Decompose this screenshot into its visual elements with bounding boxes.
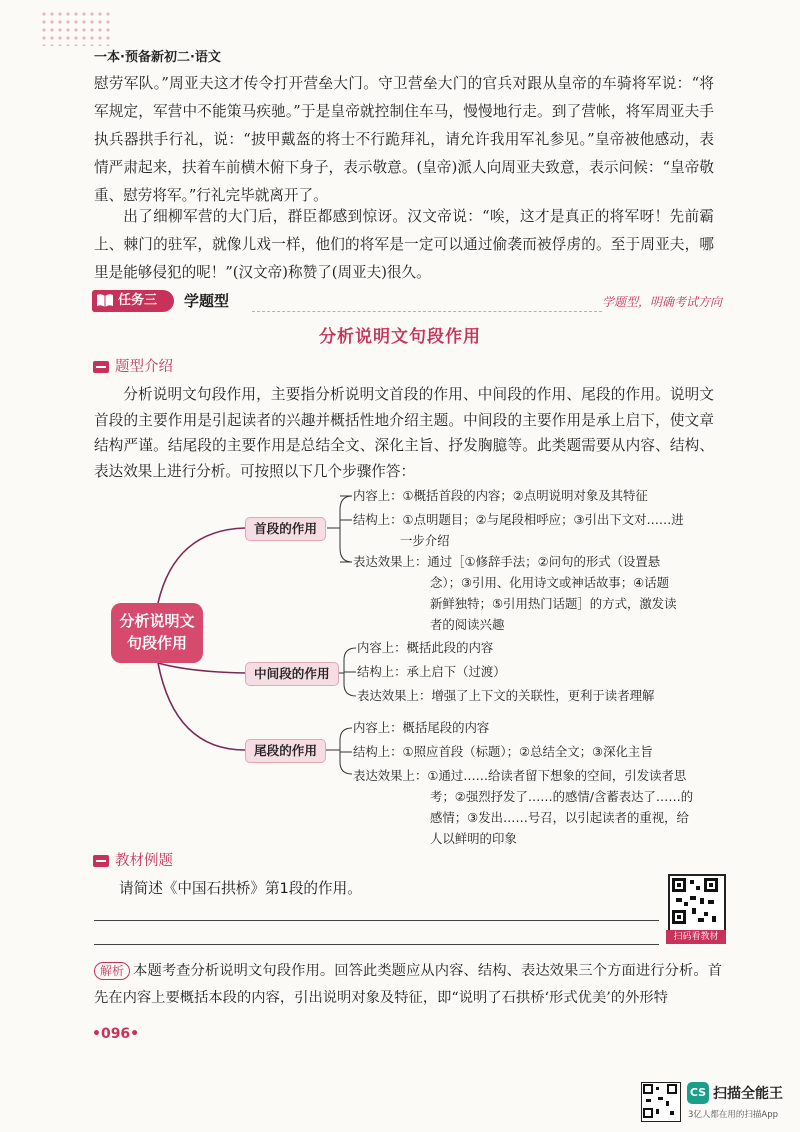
camscanner-logo-icon: CS	[687, 1082, 709, 1104]
first-effect-line1: 表达效果上：通过［①修辞手法；②问句的形式（设置悬	[353, 554, 661, 569]
last-effect-line2: 考；②强烈抒发了……的感情/含蓄表达了……的	[430, 789, 694, 804]
scanner-tagline: 3亿人都在用的扫描App	[688, 1110, 779, 1120]
answer-line	[94, 944, 659, 945]
example-question: 请简述《中国石拱桥》第1段的作用。	[119, 880, 362, 897]
task-badge-label: 任务三	[118, 293, 158, 308]
middle-structure: 结构上：承上启下（过渡）	[357, 664, 506, 679]
section-title: 分析说明文句段作用	[319, 327, 481, 347]
intro-text: 分析说明文句段作用，主要指分析说明文首段的作用、中间段的作用、尾段的作用。说明文首段的主要作用是引起读者的兴趣并概括性地介绍主题。中间段的主要作用是承上启下，使文章结构严谨。结尾段的主要作用是总结全文、深化主旨、抒发胸臆等。此类题需要从内容、结构、表达效果上进行分析。可按照以下几个步骤作答：	[94, 386, 714, 480]
branch-first-paragraph: 首段的作用	[245, 517, 326, 541]
middle-effect: 表达效果上：增强了上下文的关联性，更利于读者理解	[357, 688, 655, 703]
answer-line	[94, 920, 659, 921]
last-effect-line3: 感情；③发出……号召，以引起读者的重视，给	[430, 810, 689, 825]
branch-last-paragraph: 尾段的作用	[245, 739, 326, 763]
analysis-block	[94, 958, 722, 1012]
first-structure-line1: 结构上：①点明题目；②与尾段相呼应；③引出下文对……进	[353, 512, 684, 527]
last-effect-line1: 表达效果上：①通过……给读者留下想象的空间，引发读者思	[353, 768, 687, 783]
last-structure: 结构上：①照应首段（标题）；②总结全文；③深化主旨	[353, 744, 653, 759]
intro-heading-label: 题型介绍	[115, 359, 173, 375]
center-line-1: 分析说明文	[119, 612, 195, 630]
middle-content: 内容上：概括此段的内容	[357, 640, 494, 655]
passage-paragraph-1: 慰劳军队。”周亚夫这才传令打开营垒大门。守卫营垒大门的官兵对跟从皇帝的车骑将军说：“将军规定，军营中不能策马疾驰。”于是皇帝就控制住车马，慢慢地行走。到了营帐，将军周亚夫手执兵器拱手行礼，说：“披甲戴盔的将士不行跪拜礼，请允许我用军礼参见。”皇帝被他感动，表情严肃起来，扶着车前横木俯下身子，表示敬意。(皇帝)派人向周亚夫致意，表示问候：“皇帝敬重、慰劳将军。”行礼完毕就离开了。	[94, 75, 714, 204]
book-header: 一本·预备新初二·语文	[94, 50, 221, 65]
branch-middle-paragraph: 中间段的作用	[245, 662, 339, 686]
analysis-text: 本题考查分析说明文句段作用。回答此类题应从内容、结构、表达效果三个方面进行分析。首先在内容上要概括本段的内容，引出说明对象及特征，即“说明了石拱桥‘形式优美’的外形特	[94, 963, 722, 1006]
first-effect-line3: 新鲜独特；⑤引用热门话题］的方式，激发读	[430, 596, 677, 611]
task-note: 学题型，明确考试方向	[601, 295, 722, 309]
first-effect-line4: 者的阅读兴趣	[430, 617, 505, 632]
qr-pattern	[670, 876, 720, 926]
mindmap-center-node	[111, 603, 203, 663]
first-structure-line2: 一步介绍	[400, 533, 450, 548]
scanner-app-name: 扫描全能王	[713, 1086, 783, 1102]
example-heading	[93, 851, 173, 871]
page-number: •096•	[92, 1026, 140, 1042]
example-heading-label: 教材例题	[115, 853, 173, 869]
last-effect-line4: 人以鲜明的印象	[430, 831, 517, 846]
scanner-qr-pattern	[642, 1083, 678, 1119]
first-effect-line2: 念）；③引用、化用诗文或神话故事；④话题	[430, 575, 670, 590]
first-content: 内容上：①概括首段的内容；②点明说明对象及其特征	[353, 488, 648, 503]
last-content: 内容上：概括尾段的内容	[353, 720, 490, 735]
scanner-qr-icon	[641, 1082, 681, 1122]
passage-paragraph-2: 出了细柳军营的大门后，群臣都感到惊讶。汉文帝说：“唉，这才是真正的将军呀！先前霸上、棘门的驻军，就像儿戏一样，他们的将军是一定可以通过偷袭而被俘虏的。至于周亚夫，哪里是能够侵犯的呢！”(汉文帝)称赞了(周亚夫)很久。	[94, 208, 714, 281]
heading-marker-icon	[93, 855, 109, 867]
qr-code-icon[interactable]	[668, 874, 726, 932]
qr-caption: 扫码看教材	[666, 930, 726, 944]
analysis-tag: 解析	[94, 962, 130, 980]
center-line-2: 句段作用	[126, 634, 187, 652]
task-title: 学题型	[184, 292, 230, 310]
